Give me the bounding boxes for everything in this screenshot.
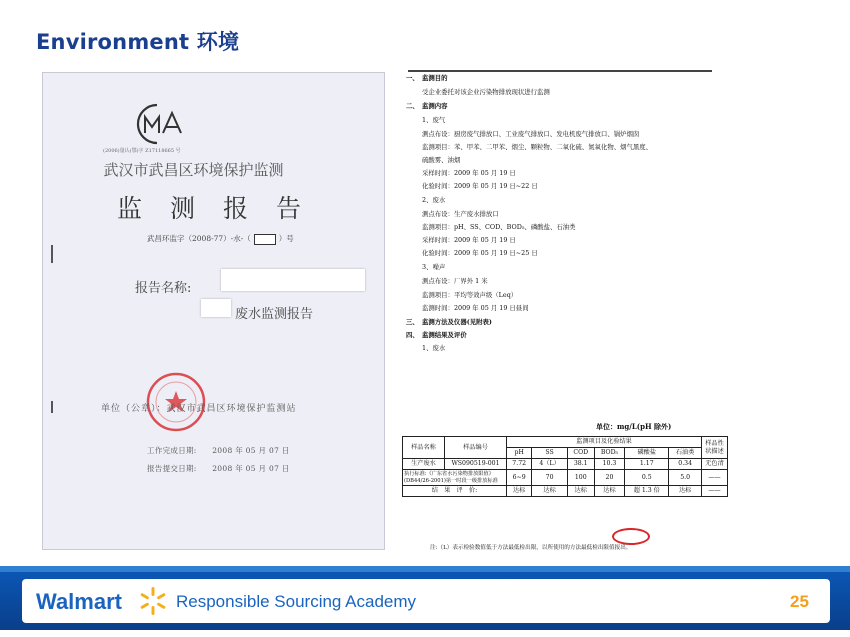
table-row [403, 459, 728, 470]
table-row [403, 470, 728, 486]
report-line: 采样时间：2009 年 05 月 19 日 [422, 169, 516, 177]
cover-organization: 武汉市武昌区环境保护监测 [103, 161, 284, 179]
table-footnote: 注:（L）表示检验数值低于方法最低检出限，以所使用的方法最低检出限值报出。 [430, 545, 632, 551]
report-number-prefix: 武昌环监字（2008-77）-水-（ [147, 234, 251, 243]
report-line: 监测项目：平均等效声级（Leq） [422, 291, 518, 299]
redaction-box [254, 234, 276, 245]
academy-name: Responsible Sourcing Academy [176, 592, 417, 611]
report-line: 监测时间：2009 年 05 月 19 日昼间 [422, 304, 529, 312]
table-cell: 1.17 [625, 459, 669, 470]
table-header-row [403, 437, 728, 448]
table-cell: 6~9 [507, 470, 532, 486]
report-line: 测点布设：生产废水排放口 [422, 210, 499, 218]
submit-date: 报告提交日期: 2008 年 05 月 07 日 [147, 464, 290, 473]
cover-report-title: 监测报告 [117, 194, 330, 223]
table-cell: 4（L） [532, 459, 567, 470]
report-line: 3、噪声 [422, 263, 446, 271]
report-line: 受企业委托对该企业污染物排放现状进行监测 [422, 88, 550, 96]
column-header: COD [567, 448, 594, 459]
report-line: 测点布设：厨房废气排放口、工业废气排放口、发电机废气排放口、锅炉烟囱 [422, 130, 640, 138]
cma-certificate-number: (2006)量认(鄂)字 Z17118665 号 [103, 148, 181, 154]
report-line: 测点布设：厂界外 1 米 [422, 277, 488, 285]
table-row [403, 486, 728, 497]
report-line: 化验时间：2009 年 05 月 19 日~25 日 [422, 249, 538, 257]
header-sample-name: 样品名称 [403, 437, 445, 459]
report-line: 三、 监测方法及仪器(见附表) [406, 318, 492, 326]
report-line: 四、 监测结果及评价 [406, 331, 467, 339]
report-line: 二、 监测内容 [406, 102, 448, 110]
scan-edge-mark [51, 401, 53, 413]
table-cell: 0.5 [625, 470, 669, 486]
page-number: 25 [790, 592, 809, 611]
report-line: 采样时间：2009 年 05 月 19 日 [422, 236, 516, 244]
table-cell: 达标 [594, 486, 625, 497]
report-name-label: 报告名称: [135, 281, 192, 296]
table-cell: 超 1.3 倍 [625, 486, 669, 497]
header-sample-state: 样品性状描述 [702, 437, 728, 459]
report-line: 硫酸雾、油烟 [422, 156, 461, 164]
slide-title: Environment 环境 [36, 30, 240, 54]
results-table [402, 436, 728, 497]
cma-logo-icon [127, 101, 193, 147]
scan-edge-mark [51, 245, 53, 263]
walmart-logo-text: Walmart [36, 589, 122, 614]
table-cell: 无色清 [702, 459, 728, 470]
header-results-group: 监测项目及化验结果 [507, 437, 702, 448]
report-number-suffix: ）号 [278, 234, 294, 243]
table-cell: 10.3 [594, 459, 625, 470]
report-subtitle: 废水监测报告 [235, 307, 314, 322]
report-line: 2、废水 [422, 196, 446, 204]
cover-unit-line: 单位（公章）：武汉市武昌区环境保护监测站 [101, 404, 297, 414]
completion-date: 工作完成日期: 2008 年 05 月 07 日 [147, 446, 290, 455]
monitoring-results-scan [400, 70, 732, 560]
page-top-rule [408, 70, 712, 72]
report-line: 1、废气 [422, 116, 446, 124]
report-line: 化验时间：2009 年 05 月 19 日~22 日 [422, 182, 538, 190]
table-cell: WS090519-001 [445, 459, 507, 470]
report-line: 监测项目：pH、SS、COD、BOD₅、磷酸盐、石油类 [422, 223, 576, 231]
header-sample-no: 样品编号 [445, 437, 507, 459]
table-cell: 70 [532, 470, 567, 486]
column-header: BOD₅ [594, 448, 625, 459]
table-cell: —— [702, 470, 728, 486]
table-cell: 5.0 [669, 470, 702, 486]
table-cell: 20 [594, 470, 625, 486]
units-note: 单位：mg/L(pH 除外) [596, 422, 672, 431]
redaction-box [221, 269, 365, 291]
table-cell: 达标 [669, 486, 702, 497]
cover-report-number [147, 233, 294, 245]
column-header: 石油类 [669, 448, 702, 459]
column-header: 磷酸盐 [625, 448, 669, 459]
table-cell: 结 果 评 价: [403, 486, 507, 497]
report-cover-scan [42, 72, 385, 550]
table-cell: 达标 [532, 486, 567, 497]
report-line: 1、废水 [422, 344, 446, 352]
table-cell: 7.72 [507, 459, 532, 470]
report-line: 监测项目：苯、甲苯、二甲苯、烟尘、颗粒物、二氧化硫、氮氧化物、烟气黑度、 [422, 143, 653, 151]
redaction-box [201, 299, 231, 317]
table-cell: 0.34 [669, 459, 702, 470]
column-header: pH [507, 448, 532, 459]
table-cell: 生产废水 [403, 459, 445, 470]
table-cell: 达标 [567, 486, 594, 497]
table-cell: 执行标准:《广东省水污染物排放限值》(DB44/26-2001)第一时段一级排放标准 [403, 470, 507, 486]
table-cell: 38.1 [567, 459, 594, 470]
table-cell: 达标 [507, 486, 532, 497]
table-cell: —— [702, 486, 728, 497]
report-line: 一、 监测目的 [406, 74, 448, 82]
table-cell: 100 [567, 470, 594, 486]
column-header: SS [532, 448, 567, 459]
walmart-spark-icon [138, 586, 168, 616]
